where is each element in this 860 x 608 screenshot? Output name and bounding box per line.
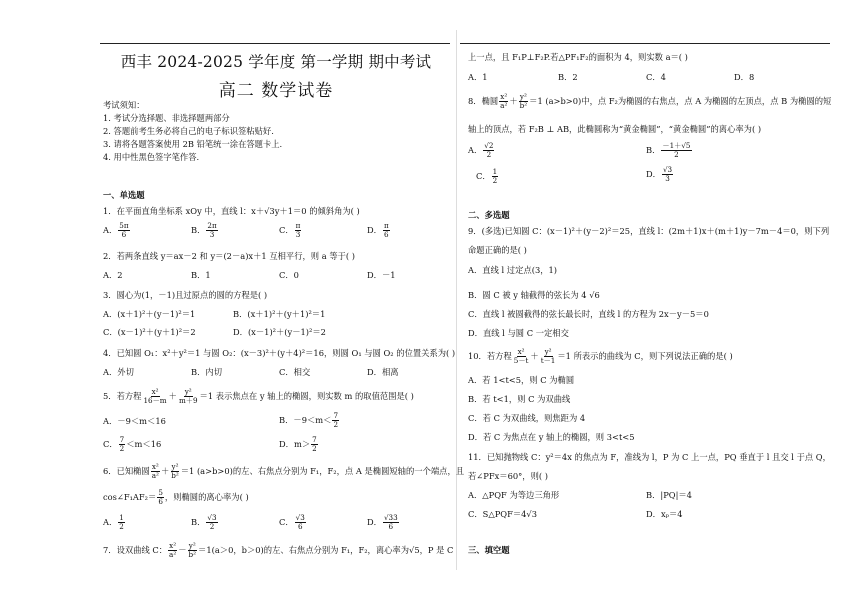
question-6-line-2: cos∠F₁AF₂＝ $\frac{5}{6}$ ，则椭圆的离心率为( ): [103, 488, 249, 506]
q5-option-b[interactable]: B．－9＜m＜ $\frac{7}{2}$: [279, 411, 339, 429]
q1-option-a[interactable]: A． $\frac{5\pi}{6}$: [103, 221, 129, 239]
question-6: 6．已知椭圆 $\frac{\text{x²}}{\text{a²}}$ ＋ $\frac{\text{y²}}{\text{b²}}$ ＝1 (a>b>0)的左、右焦点分别为 F₁，F₂，点 A 是椭圆短轴的一个端点，且: [103, 462, 465, 480]
q6-option-a[interactable]: A． $\frac{1}{2}$: [103, 513, 124, 531]
question-9-line-2: 命题正确的是( ): [468, 245, 527, 255]
q11-option-b[interactable]: B．|PQ|＝4: [646, 490, 692, 500]
q5-option-d[interactable]: D．m＞ $\frac{7}{2}$: [279, 435, 317, 453]
notice-item-1: 1. 考试分选择题、非选择题两部分: [103, 113, 230, 123]
question-1: 1．在平面直角坐标系 xOy 中，直线 l：x＋√3y＋1＝0 的倾斜角为( ): [103, 206, 360, 216]
question-7: 7．设双曲线 C： $\frac{\text{x²}}{\text{a²}}$ － $\frac{\text{y²}}{\text{b²}}$ ＝1(a＞0，b＞0)的左、右焦点分别为 F₁，F₂，离心率为√5，P 是 C: [103, 541, 454, 559]
q3-option-c[interactable]: C．(x－1)²＋(y＋1)²＝2: [103, 327, 196, 337]
q8-option-b[interactable]: B． $\frac{-1+√5}{2}$: [646, 141, 691, 159]
notice-heading: 考试须知：: [103, 100, 145, 110]
q5-option-c[interactable]: C． $\frac{7}{2}$ ＜m＜16: [103, 435, 162, 453]
question-5: 5．若方程 $\frac{\text{x²}}{16-m}$ ＋ $\frac{\text{y²}}{m+9}$ ＝1 表示焦点在 y 轴上的椭圆，则实数 m 的取值范围是( ): [103, 387, 414, 405]
q10-option-b[interactable]: B．若 t<1，则 C 为双曲线: [468, 394, 571, 404]
top-rule-left: [100, 43, 450, 44]
q3-option-a[interactable]: A．(x＋1)²＋(y－1)²＝1: [103, 309, 196, 319]
top-rule-right: [460, 43, 830, 44]
section-heading-multi-choice: 二、多选题: [468, 210, 510, 220]
q2-option-d[interactable]: D．－1: [367, 270, 396, 280]
q10-option-a[interactable]: A．若 1<t<5，则 C 为椭圆: [468, 375, 575, 385]
notice-item-4: 4. 用中性黑色签字笔作答.: [103, 152, 200, 162]
q6-option-c[interactable]: C． $\frac{√3}{6}$: [279, 513, 305, 531]
question-10: 10．若方程 $\frac{\text{x²}}{5-t}$ ＋ $\frac{\text{y²}}{t-1}$ ＝1 所表示的曲线为 C，则下列说法正确的是( ): [468, 347, 733, 365]
q4-option-a[interactable]: A．外切: [103, 367, 134, 377]
exam-subtitle: 高二 数学试卷: [218, 81, 334, 101]
q7-option-d[interactable]: D．8: [734, 72, 755, 82]
q4-option-d[interactable]: D．相离: [367, 367, 399, 377]
q2-option-a[interactable]: A．2: [103, 270, 123, 280]
q7-option-c[interactable]: C．4: [646, 72, 666, 82]
q3-option-b[interactable]: B．(x＋1)²＋(y＋1)²＝1: [233, 309, 326, 319]
q9-option-a[interactable]: A．直线 l 过定点(3，1): [468, 265, 558, 275]
q10-option-d[interactable]: D．若 C 为焦点在 y 轴上的椭圆，则 3<t<5: [468, 432, 635, 442]
q8-option-a[interactable]: A． $\frac{√2}{2}$: [468, 141, 494, 159]
q11-option-c[interactable]: C．S△PQF＝4√3: [468, 509, 537, 519]
question-11: 11．已知抛物线 C：y²＝4x 的焦点为 F，准线为 l，P 为 C 上一点，PQ 垂直于 l 且交 l 于点 Q，: [468, 452, 831, 462]
section-heading-fill-in: 三、填空题: [468, 545, 510, 555]
question-4: 4．已知圆 O₁：x²＋y²＝1 与圆 O₂：(x－3)²＋(y＋4)²＝16，则圆 O₁ 与圆 O₂ 的位置关系为( ): [103, 348, 456, 358]
q9-option-b[interactable]: B．圆 C 被 y 轴截得的弦长为 4 √6: [468, 290, 600, 300]
q1-option-d[interactable]: D． $\frac{\pi}{6}$: [367, 221, 389, 239]
q7-option-a[interactable]: A．1: [468, 72, 488, 82]
q9-option-d[interactable]: D．直线 l 与圆 C 一定相交: [468, 328, 569, 338]
q10-option-c[interactable]: C．若 C 为双曲线，则焦距为 4: [468, 413, 586, 423]
question-2: 2．若两条直线 y＝ax－2 和 y＝(2－a)x＋1 互相平行，则 a 等于( ): [103, 251, 356, 261]
q9-option-c[interactable]: C．直线 l 被圆截得的弦长最长时，直线 l 的方程为 2x－y－5＝0: [468, 309, 709, 319]
q11-option-d[interactable]: D．xₚ＝4: [646, 509, 683, 519]
question-8: 8．椭圆 $\frac{\text{x²}}{\text{a²}}$ ＋ $\frac{\text{y²}}{\text{b²}}$ ＝1 (a>b>0)中，点 F₂为椭圆的右焦点，点 A 为椭圆的左顶点，点 B 为椭圆的短: [468, 92, 832, 110]
question-3: 3．圆心为(1，－1)且过原点的圆的方程是( ): [103, 290, 268, 300]
q2-option-b[interactable]: B．1: [191, 270, 211, 280]
q4-option-b[interactable]: B．内切: [191, 367, 222, 377]
q8-option-c[interactable]: C． $\frac{1}{2}$: [476, 167, 498, 185]
q6-option-b[interactable]: B． $\frac{√3}{2}$: [191, 513, 217, 531]
column-divider: [456, 30, 457, 570]
q1-option-b[interactable]: B． $\frac{2\pi}{3}$: [191, 221, 217, 239]
question-9: 9．(多选)已知圆 C：(x－1)²＋(y－2)²＝25，直线 l：(2m＋1)x＋(m＋1)y－7m－4＝0，则下列: [468, 226, 830, 236]
exam-title: 西丰 2024-2025 学年度 第一学期 期中考试: [120, 53, 432, 71]
notice-item-3: 3. 请将各题答案使用 2B 铅笔统一涂在答题卡上.: [103, 139, 283, 149]
q11-option-a[interactable]: A．△PQF 为等边三角形: [468, 490, 560, 500]
q6-option-d[interactable]: D． $\frac{√33}{6}$: [367, 513, 398, 531]
q3-option-d[interactable]: D．(x－1)²＋(y－1)²＝2: [233, 327, 326, 337]
q5-option-a[interactable]: A．－9＜m＜16: [103, 416, 166, 426]
q1-option-c[interactable]: C． $\frac{\pi}{3}$: [279, 221, 301, 239]
section-heading-single-choice: 一、单选题: [103, 190, 145, 200]
notice-item-2: 2. 答题前考生务必将自己的电子标识签粘贴好.: [103, 126, 274, 136]
question-8-line-2: 轴上的顶点，若 F₂B ⊥ AB，此椭圆称为“黄金椭圆”，“黄金椭圆”的离心率为( ): [468, 124, 762, 134]
q4-option-c[interactable]: C．相交: [279, 367, 311, 377]
q7-option-b[interactable]: B．2: [558, 72, 578, 82]
question-11-line-2: 若∠PFx＝60°，则( ): [468, 471, 548, 481]
question-7-continued: 上一点，且 F₁P⊥F₂P.若△PF₁F₂的面积为 4，则实数 a＝( ): [468, 52, 688, 62]
q2-option-c[interactable]: C．0: [279, 270, 299, 280]
q8-option-d[interactable]: D． $\frac{√3}{3}$: [646, 165, 673, 183]
